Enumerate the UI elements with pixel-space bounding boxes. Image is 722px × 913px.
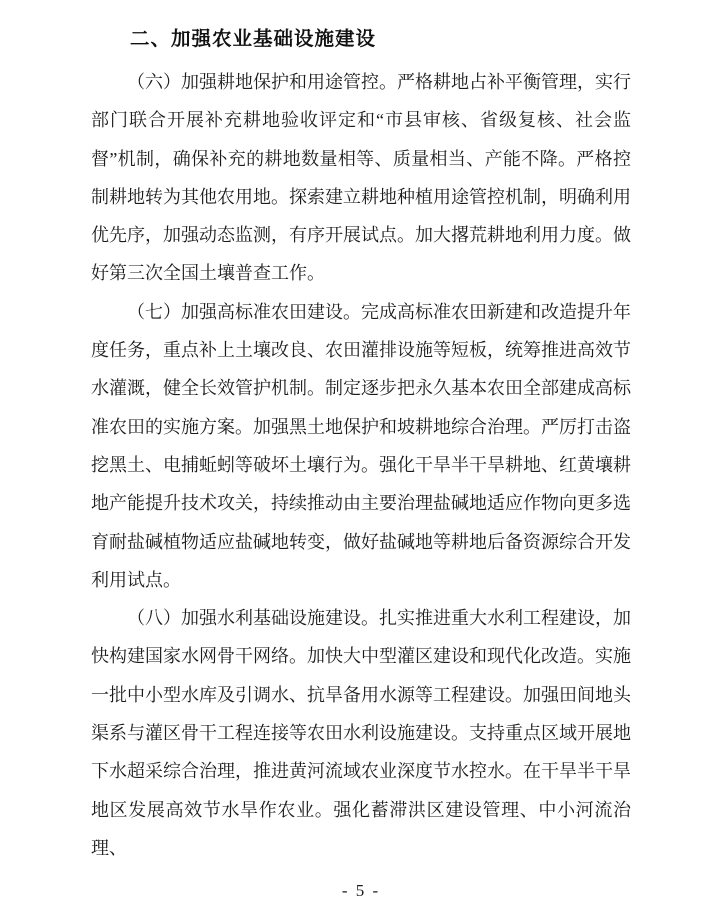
section-heading: 二、加强农业基础设施建设: [130, 29, 377, 50]
page-content: [91, 21, 631, 867]
paragraph-clause-8: （八）加强水利基础设施建设。扎实推进重大水利工程建设，加快构建国家水网骨干网络。加快大中型灌区建设和现代化改造。实施一批中小型水库及引调水、抗旱备用水源等工程建设。加强田间地头渠系与灌区骨干工程连接等农田水利设施建设。支持重点区域开展地下水超采综合治理，推进黄河流域农业深度节水控水。在干旱半干旱地区发展高效节水旱作农业。强化蓄滞洪区建设管理、中小河流治理、: [91, 608, 631, 858]
paragraph-clause-7: （七）加强高标准农田建设。完成高标准农田新建和改造提升年度任务，重点补上土壤改良、农田灌排设施等短板，统筹推进高效节水灌溉，健全长效管护机制。制定逐步把永久基本农田全部建成高标准农田的实施方案。加强黑土地保护和坡耕地综合治理。严厉打击盗挖黑土、电捕蚯蚓等破坏土壤行为。强化干旱半干旱耕地、红黄壤耕地产能提升技术攻关，持续推动由主要治理盐碱地适应作物向更多选育耐盐碱植物适应盐碱地转变，做好盐碱地等耕地后备资源综合开发利用试点。: [91, 301, 631, 590]
paragraph-clause-6: （六）加强耕地保护和用途管控。严格耕地占补平衡管理，实行部门联合开展补充耕地验收评定和“市县审核、省级复核、社会监督”机制，确保补充的耕地数量相等、质量相当、产能不降。严格控制耕地转为其他农用地。探索建立耕地种植用途管控机制，明确利用优先序，加强动态监测，有序开展试点。加大撂荒耕地利用力度。做好第三次全国土壤普查工作。: [91, 72, 631, 284]
page-number: - 5 -: [341, 881, 381, 900]
